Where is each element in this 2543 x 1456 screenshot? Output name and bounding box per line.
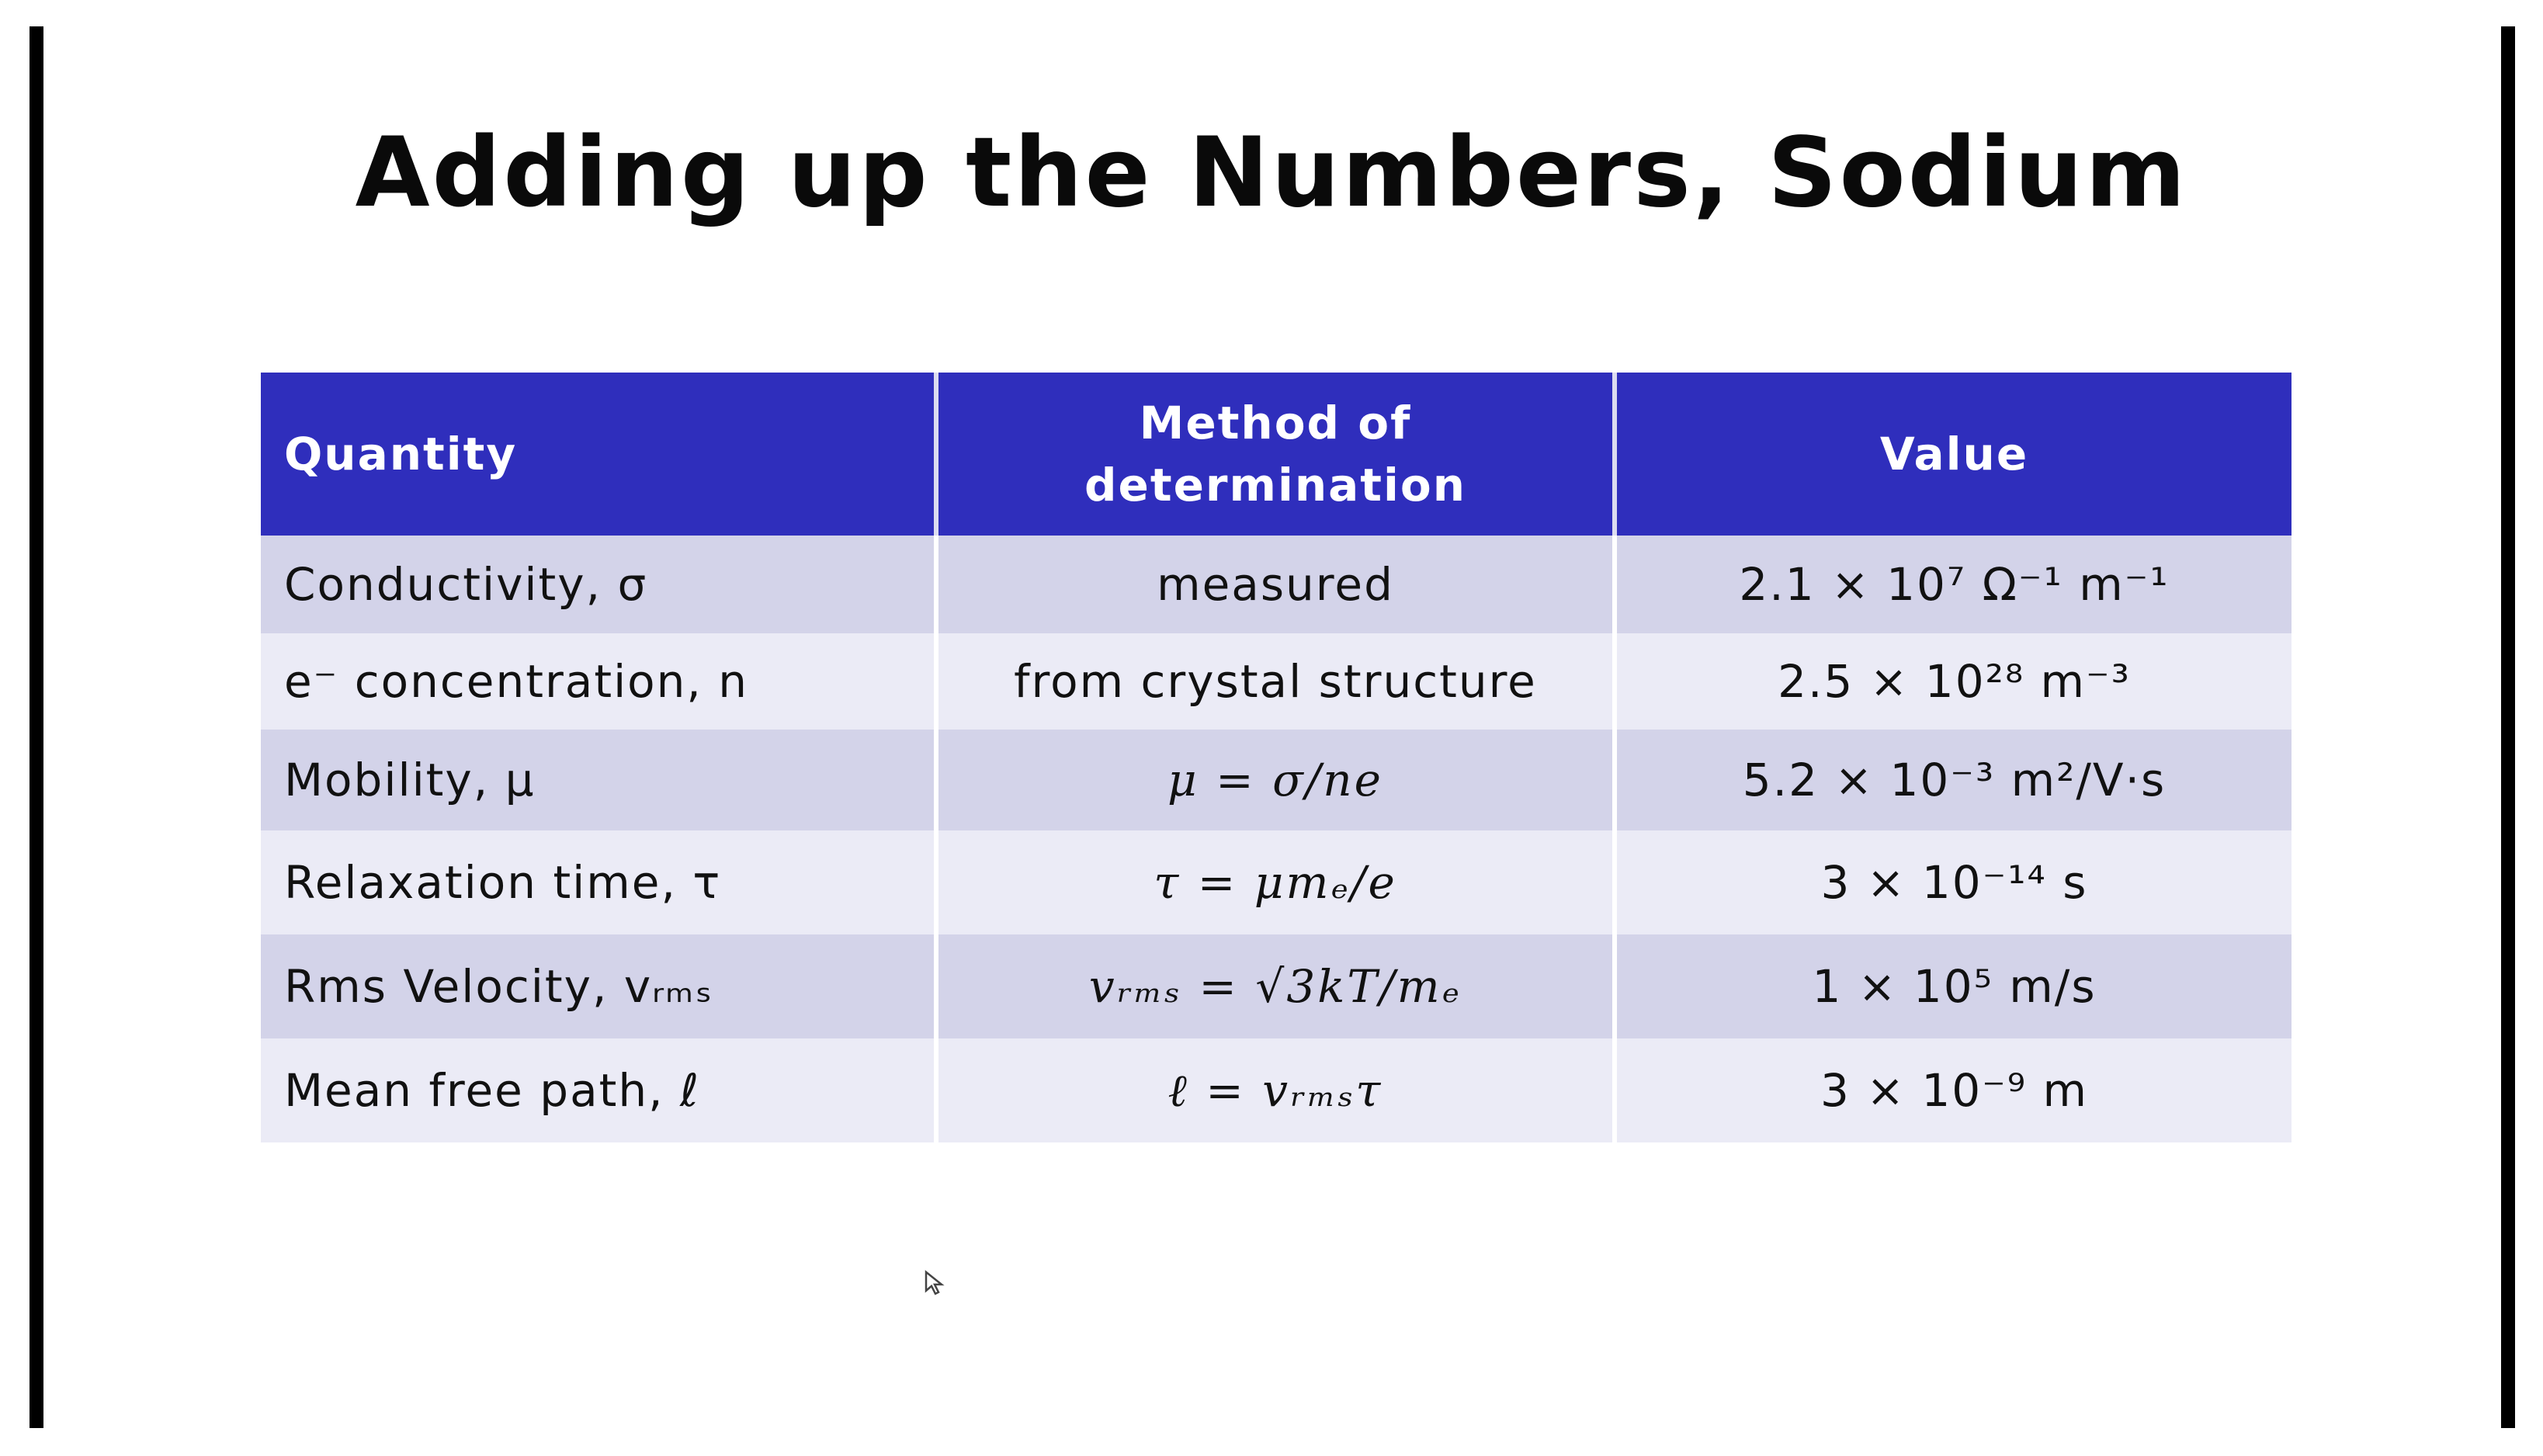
slide-title: Adding up the Numbers, Sodium xyxy=(355,117,2188,229)
table-header-row xyxy=(261,373,2291,536)
cell-quantity: Conductivity, σ xyxy=(261,536,936,633)
cell-quantity: Mobility, μ xyxy=(261,730,936,830)
cell-method: measured xyxy=(936,536,1615,633)
cell-value: 2.5 × 10²⁸ m⁻³ xyxy=(1615,633,2291,730)
cell-value: 3 × 10⁻¹⁴ s xyxy=(1615,830,2291,934)
header-method-line1: Method of xyxy=(1139,397,1412,449)
table-row xyxy=(261,934,2291,1038)
table-row xyxy=(261,633,2291,730)
cell-method: τ = μmₑ/e xyxy=(936,830,1615,934)
cell-quantity: e⁻ concentration, n xyxy=(261,633,936,730)
cell-value: 1 × 10⁵ m/s xyxy=(1615,934,2291,1038)
cell-method: from crystal structure xyxy=(936,633,1615,730)
cell-value: 2.1 × 10⁷ Ω⁻¹ m⁻¹ xyxy=(1615,536,2291,633)
header-value: Value xyxy=(1615,373,2291,536)
cell-value: 3 × 10⁻⁹ m xyxy=(1615,1038,2291,1142)
cell-quantity: Mean free path, ℓ xyxy=(261,1038,936,1142)
table-row xyxy=(261,830,2291,934)
left-border-bar xyxy=(29,26,43,1428)
cell-quantity: Relaxation time, τ xyxy=(261,830,936,934)
table-row xyxy=(261,536,2291,633)
mouse-pointer-icon xyxy=(924,1270,945,1302)
header-method xyxy=(936,373,1615,536)
cell-value: 5.2 × 10⁻³ m²/V·s xyxy=(1615,730,2291,830)
header-quantity: Quantity xyxy=(261,373,936,536)
sodium-numbers-table xyxy=(261,373,2291,1142)
header-method-line2: determination xyxy=(1084,459,1466,511)
table-row xyxy=(261,730,2291,830)
table-row xyxy=(261,1038,2291,1142)
cell-quantity: Rms Velocity, vᵣₘₛ xyxy=(261,934,936,1038)
cell-method: ℓ = vᵣₘₛτ xyxy=(936,1038,1615,1142)
right-border-bar xyxy=(2501,26,2515,1428)
cell-method: μ = σ/ne xyxy=(936,730,1615,830)
cell-method: vᵣₘₛ = √3kT/mₑ xyxy=(936,934,1615,1038)
